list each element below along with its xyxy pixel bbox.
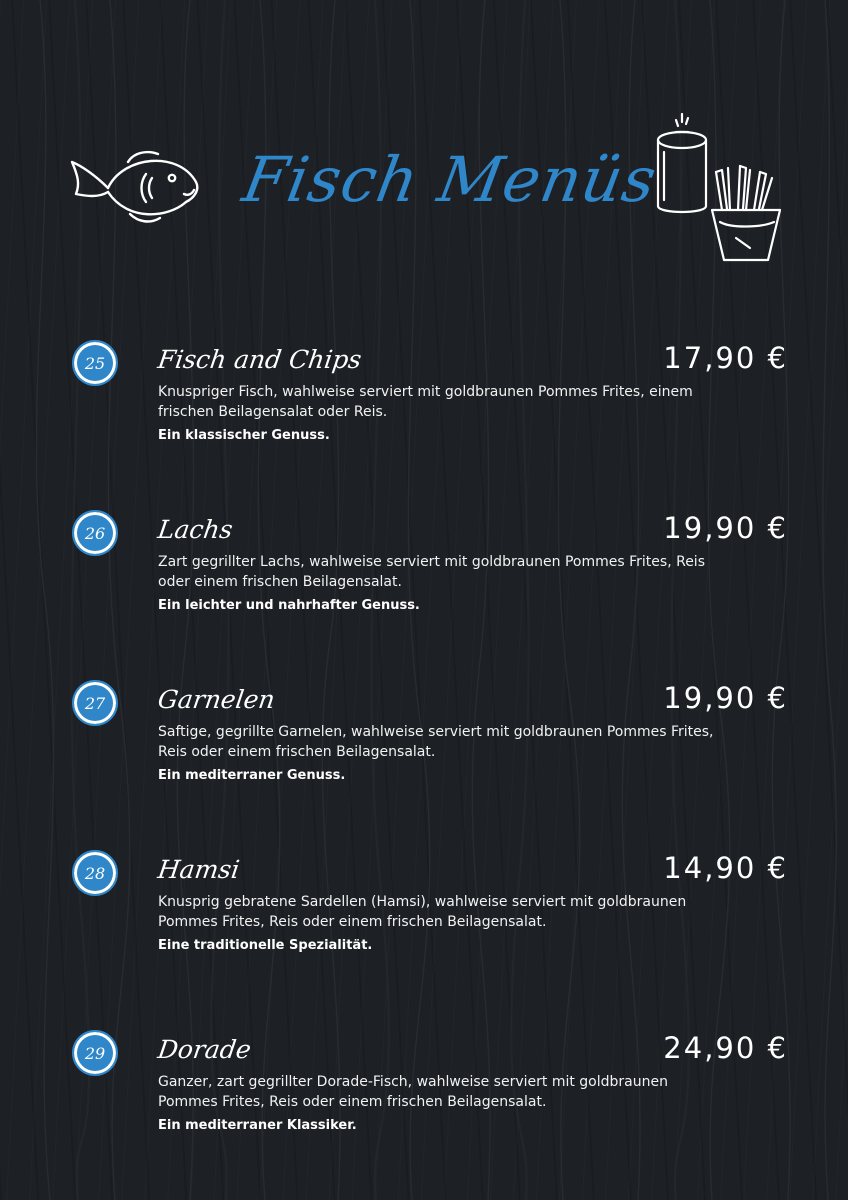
item-description: Saftige, gegrillte Garnelen, wahlweise serviert mit goldbraunen Pommes Frites, Reis oder einem frischen Beilagensalat. (158, 724, 714, 760)
item-name: Hamsi (156, 855, 242, 884)
page-title: Fisch Menüs (237, 143, 663, 216)
item-number-badge: 25 (72, 340, 118, 386)
item-name: Dorade (156, 1035, 253, 1064)
item-tagline: Eine traditionelle Spezialität. (158, 938, 373, 953)
menu-item (70, 340, 790, 470)
item-name: Lachs (156, 515, 235, 544)
menu-item (70, 680, 790, 810)
item-tagline: Ein leichter und nahrhafter Genuss. (158, 598, 420, 613)
item-price: 24,90 € (663, 1031, 788, 1065)
menu-item (70, 510, 790, 640)
item-number-badge: 29 (72, 1030, 118, 1076)
item-price: 17,90 € (663, 341, 788, 375)
item-description: Zart gegrillter Lachs, wahlweise serviert mit goldbraunen Pommes Frites, Reis oder einem frischen Beilagensalat. (158, 554, 705, 590)
item-tagline: Ein klassischer Genuss. (158, 428, 330, 443)
item-name: Fisch and Chips (156, 345, 364, 374)
item-price: 19,90 € (663, 681, 788, 715)
menu-item (70, 1030, 790, 1160)
item-price: 19,90 € (663, 511, 788, 545)
menu-item (70, 850, 790, 980)
item-number-badge: 28 (72, 850, 118, 896)
item-description: Knusprig gebratene Sardellen (Hamsi), wahlweise serviert mit goldbraunen Pommes Frites, Reis oder einem frischen Beilagensalat. (158, 894, 687, 930)
item-price: 14,90 € (663, 851, 788, 885)
item-description: Knuspriger Fisch, wahlweise serviert mit goldbraunen Pommes Frites, einem frischen Beilagensalat oder Reis. (158, 384, 693, 420)
item-number-badge: 26 (72, 510, 118, 556)
item-number-badge: 27 (72, 680, 118, 726)
item-description: Ganzer, zart gegrillter Dorade-Fisch, wahlweise serviert mit goldbraunen Pommes Frites, Reis oder einem frischen Beilagensalat. (158, 1074, 668, 1110)
fish-icon (68, 148, 202, 228)
item-tagline: Ein mediterraner Klassiker. (158, 1118, 357, 1133)
menu-header (0, 0, 848, 300)
drink-and-fries-icon (650, 110, 790, 270)
item-tagline: Ein mediterraner Genuss. (158, 768, 346, 783)
item-name: Garnelen (156, 685, 277, 714)
